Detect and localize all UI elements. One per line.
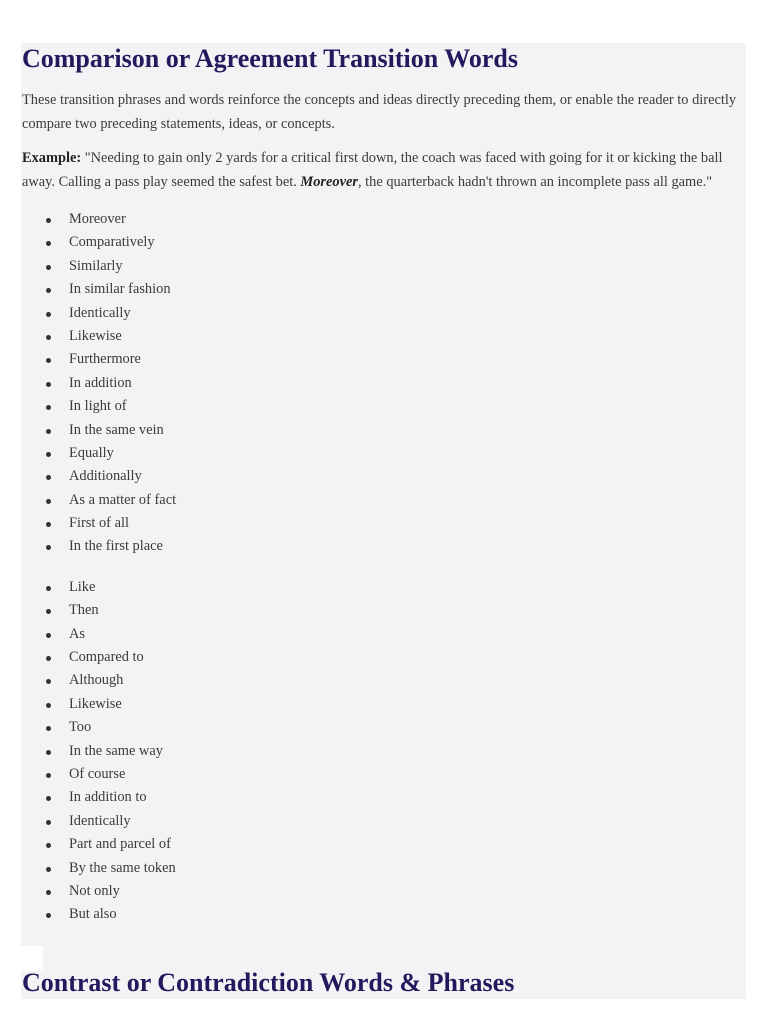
list-item: First of all: [22, 512, 744, 535]
list-item: In the same vein: [22, 419, 744, 442]
list-item: As a matter of fact: [22, 489, 744, 512]
list-item: Like: [22, 576, 744, 599]
list-item: Comparatively: [22, 231, 744, 254]
list-item: In the same way: [22, 740, 744, 763]
list-item: Identically: [22, 810, 744, 833]
list-item: In light of: [22, 395, 744, 418]
list-item: Identically: [22, 302, 744, 325]
transition-list-b: [22, 576, 744, 927]
list-item: Of course: [22, 763, 744, 786]
list-item: Furthermore: [22, 348, 744, 371]
list-item: Likewise: [22, 325, 744, 348]
list-item: In the first place: [22, 535, 744, 558]
section-heading-comparison: Comparison or Agreement Transition Words: [22, 44, 518, 73]
list-item: In addition: [22, 372, 744, 395]
list-item: Equally: [22, 442, 744, 465]
list-item: In addition to: [22, 786, 744, 809]
article-content: [22, 43, 744, 997]
example-text-2: , the quarterback hadn't thrown an incomplete pass all game.": [357, 174, 713, 190]
transition-list-a: [22, 208, 744, 559]
list-item: Then: [22, 599, 744, 622]
example-label: Example:: [22, 150, 82, 166]
list-item: Compared to: [22, 646, 744, 669]
list-item: In similar fashion: [22, 278, 744, 301]
section-heading-contrast: Contrast or Contradiction Words & Phrases: [22, 968, 515, 997]
example-paragraph: [22, 146, 744, 194]
list-item: Part and parcel of: [22, 833, 744, 856]
example-keyword: Moreover: [300, 174, 358, 190]
list-item: But also: [22, 903, 744, 926]
list-item: Too: [22, 716, 744, 739]
list-item: Similarly: [22, 255, 744, 278]
list-item: By the same token: [22, 857, 744, 880]
list-item: As: [22, 623, 744, 646]
example-text-1: "Needing to gain only 2 yards for a critical first down, the coach was faced with going for it or kicking the ball away. Calling a pass play seemed the safest bet.: [22, 150, 723, 190]
list-item: Although: [22, 669, 744, 692]
list-item: Additionally: [22, 465, 744, 488]
list-item: Likewise: [22, 693, 744, 716]
intro-paragraph: These transition phrases and words reinforce the concepts and ideas directly preceding them, or enable the reader to directly compare two preceding statements, ideas, or concepts.: [22, 92, 737, 132]
list-item: Not only: [22, 880, 744, 903]
list-item: Moreover: [22, 208, 744, 231]
